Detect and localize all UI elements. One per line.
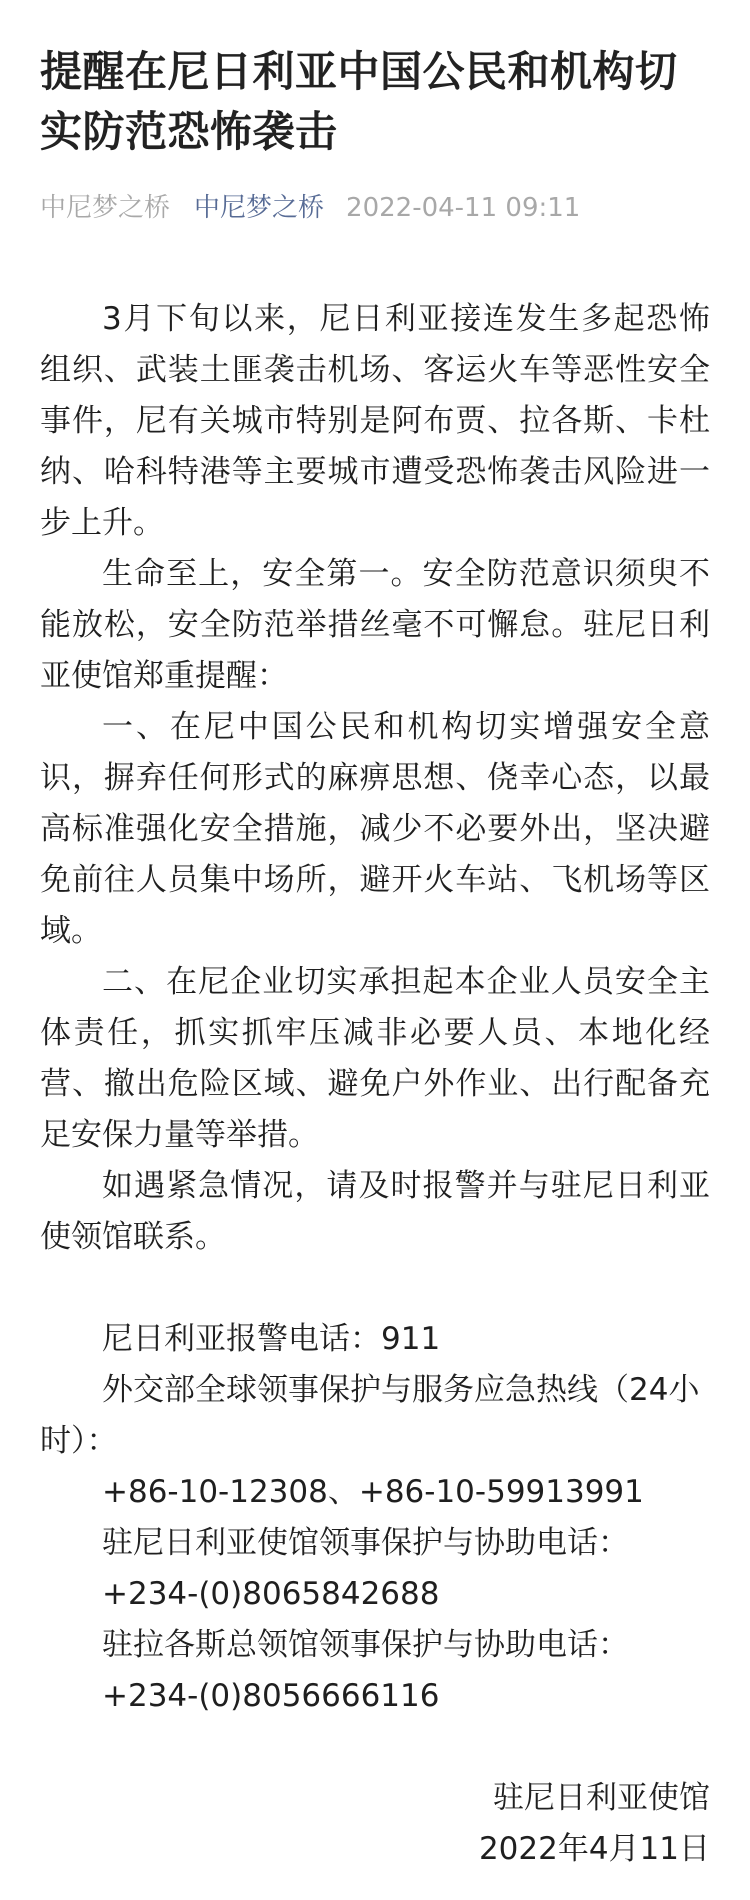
article-meta: [40, 188, 710, 228]
article-body: [40, 294, 710, 1875]
publish-date: 2022-04-11 09:11: [346, 193, 581, 223]
article-title: 提醒在尼日利亚中国公民和机构切实防范恐怖袭击: [40, 47, 678, 156]
police-hotline: 尼日利亚报警电话：911: [102, 1321, 441, 1357]
mfa-hotline-numbers: +86-10-12308、+86-10-59913991: [102, 1474, 644, 1510]
consulate-hotline-number: +234-(0)8056666116: [102, 1678, 440, 1714]
paragraph: 二、在尼企业切实承担起本企业人员安全主体责任，抓实抓牢压减非必要人员、本地化经营、撤出危险区域、避免户外作业、出行配备充足安保力量等举措。: [40, 964, 710, 1153]
paragraph: 生命至上，安全第一。安全防范意识须臾不能放松，安全防范举措丝毫不可懈怠。驻尼日利亚使馆郑重提醒：: [40, 556, 710, 694]
spacer: [40, 1263, 710, 1314]
consulate-hotline-label: 驻拉各斯总领馆领事保护与协助电话：: [102, 1627, 629, 1663]
signature-date: 2022年4月11日: [478, 1831, 710, 1867]
paragraph: 3月下旬以来，尼日利亚接连发生多起恐怖组织、武装土匪袭击机场、客运火车等恶性安全事件，尼有关城市特别是阿布贾、拉各斯、卡杜纳、哈科特港等主要城市遭受恐怖袭击风险进一步上升。: [40, 301, 710, 541]
paragraph: 如遇紧急情况，请及时报警并与驻尼日利亚使领馆联系。: [40, 1168, 710, 1255]
mfa-hotline-label: 外交部全球领事保护与服务应急热线（24小时）：: [40, 1372, 700, 1459]
contact-section: [40, 1314, 710, 1722]
signature-org: 驻尼日利亚使馆: [493, 1780, 710, 1816]
account-link[interactable]: 中尼梦之桥: [194, 193, 325, 223]
author-name: 中尼梦之桥: [40, 193, 171, 223]
embassy-hotline-number: +234-(0)8065842688: [102, 1576, 440, 1612]
embassy-hotline-label: 驻尼日利亚使馆领事保护与协助电话：: [102, 1525, 629, 1561]
signature-block: [40, 1773, 710, 1875]
paragraph: 一、在尼中国公民和机构切实增强安全意识，摒弃任何形式的麻痹思想、侥幸心态，以最高标准强化安全措施，减少不必要外出，坚决避免前往人员集中场所，避开火车站、飞机场等区域。: [40, 709, 710, 949]
